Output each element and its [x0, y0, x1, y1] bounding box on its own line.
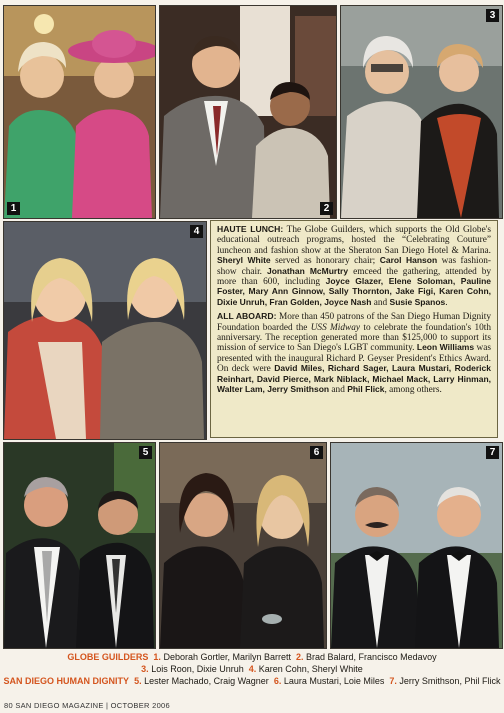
page-footer: 80 SAN DIEGO MAGAZINE | OCTOBER 2006 [4, 701, 170, 710]
photo-4 [3, 221, 207, 440]
photo-7 [330, 442, 503, 649]
photo-6 [159, 442, 327, 649]
all-aboard-paragraph: ALL ABOARD: More than 450 patrons of the San Diego Human Dignity Foundation boarded the USS Midway to celebrate the foundation's 10th anniversary. The reception generated more than $125,000 to support its mission of service to San Diego's LGBT community. Leon Williams was presented with the inaugural Richard P. Geyser President's Ethics Award. On deck were David Miles, Richard Sager, Laura Mustari, Roderick Reinhart, David Pierce, Mark Niblack, Michael Mack, Larry Hinman, Walter Lam, Jerry Smithson and Phil Flick, among others. [217, 311, 491, 396]
photo-number: 5 [139, 446, 152, 459]
photo-number: 2 [320, 202, 333, 215]
haute-lunch-lead: HAUTE LUNCH: [217, 224, 284, 234]
photo-number: 4 [190, 225, 203, 238]
globe-guilders-caption-line2: 3. Lois Roon, Dixie Unruh 4. Karen Cohn, Sheryl White [141, 664, 363, 674]
photo-number: 3 [486, 9, 499, 22]
photo-1 [3, 5, 156, 219]
haute-lunch-paragraph: HAUTE LUNCH: The Globe Guilders, which supports the Old Globe's educational outreach programs, hosted the “Celebrating Couture” luncheon and fashion show at the Sheraton San Diego Hotel & Marina. Sheryl White served as honorary chair; Carol Hanson was fashion-show chair. Jonathan McMurtry emceed the gathering, attended by more than 600, including Joyce Glazer, Elene Soloman, Pauline Foster, Mary Ann Ginnow, Sally Thornton, Jake Figi, Karen Cohn, Dixie Unruh, Fran Golden, Joyce Nash and Susie Spanos. [217, 224, 492, 308]
photo-captions [0, 651, 504, 687]
photo-6-image [160, 443, 326, 648]
photo-number: 7 [486, 446, 499, 459]
photo-5 [3, 442, 156, 649]
photo-7-image [331, 443, 502, 648]
photo-2 [159, 5, 337, 219]
human-dignity-caption: SAN DIEGO HUMAN DIGNITY 5. Lester Machado, Craig Wagner 6. Laura Mustari, Loie Miles 7. Jerry Smithson, Phil Flick [3, 676, 501, 686]
photo-5-image [4, 443, 155, 648]
photo-1-image [4, 6, 155, 218]
all-aboard-lead: ALL ABOARD: [217, 311, 277, 322]
photo-3-image [341, 6, 502, 218]
photo-number: 1 [7, 202, 20, 215]
article-text-box [210, 220, 498, 438]
photo-3 [340, 5, 503, 219]
photo-2-image [160, 6, 336, 218]
photo-4-image [4, 222, 206, 439]
photo-number: 6 [310, 446, 323, 459]
globe-guilders-caption-line1: GLOBE GUILDERS 1. Deborah Gortler, Marilyn Barrett 2. Brad Balard, Francisco Medavoy [67, 652, 437, 662]
